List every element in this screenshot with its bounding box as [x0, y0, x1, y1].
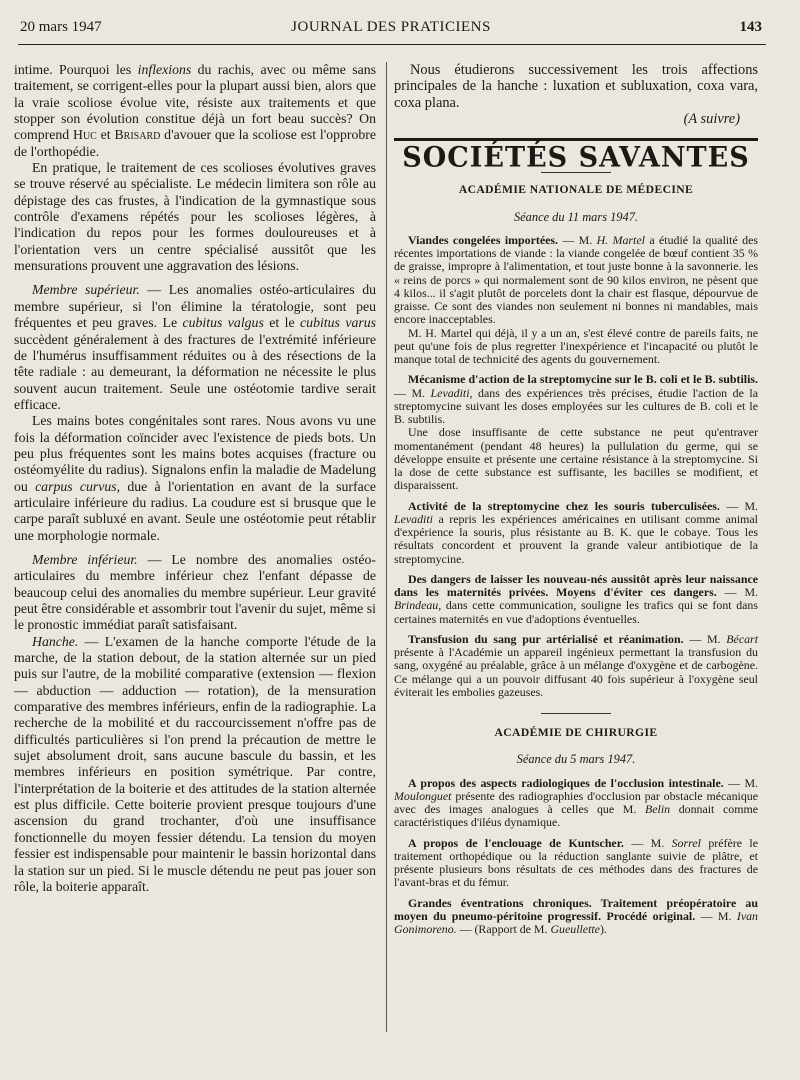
author-name: Ivan Gonimoreno. — [394, 908, 758, 937]
item-occlusion: A propos des aspects radiologiques de l'occlusion intestinale. — M. Moulonguet présente des radiographies d'occlusion par obstacle mécanique avec des images analogues à celles que M. Belin donnait comme caractéristiques d'iléus dynamique. — [394, 775, 758, 830]
academy-title: ACADÉMIE NATIONALE DE MÉDECINE — [458, 183, 694, 197]
right-column — [394, 62, 758, 936]
short-rule — [541, 713, 611, 714]
author-name: Bécart — [726, 631, 758, 646]
intro-block — [394, 62, 758, 111]
left-column — [14, 62, 376, 895]
section-heading: Membre inférieur. — [32, 551, 138, 567]
section-heading: Membre supérieur. — [32, 282, 140, 298]
header-date: 20 mars 1947 — [20, 19, 102, 35]
section-banner: SOCIÉTÉS SAVANTES — [402, 141, 750, 174]
author-name: H. Martel — [596, 232, 645, 247]
author-name: Gueullette — [550, 922, 600, 937]
a-suivre: (A suivre) — [683, 110, 740, 127]
paragraph-mains-botes: Les mains botes congénitales sont rares. Nous avons vu une fois la déformation coïncider avec l'existence de pieds bots. Un peu plus fréquentes sont les mains botes acquises (fracture ou ostéomyélite du radius). Signalons enfin la maladie de Madelung ou carpus curvus, due à l'orientation en avant de la surface articulaire inférieure du radius. La coudure est si brusque que le carpe paraît subluxé en avant. Seule une ostéotomie peut rétablir une morphologie normale. — [14, 413, 376, 543]
item-transfusion: Transfusion du sang pur artérialisé et réanimation. — M. Bécart présente à l'Académie un appareil ingénieux permettant la transfusion du sang, oxygéné au préalable, grâce à un mélange d'oxygène et de carbogène. Ce mélange qui a un pouvoir diffusant 40 fois supérieur à l'oxygène seul éviterait les embolies gazeuses. — [394, 631, 758, 699]
header-page-number: 143 — [739, 19, 762, 35]
italic-term: inflexions — [137, 62, 192, 77]
paragraph-hanche: Hanche. — L'examen de la hanche comporte l'étude de la marche, de la station debout, de la station alternée sur un pied puis sur l'autre, de la mobilité comparative (extension — flexion — abduction — adduction — rotation), de la mensuration comparative des membres inférieurs, enfin de la radiographie. La recherche de la mobilité et du raccourcissement n'offre pas de difficultés particulières si l'on prend la précaution de mettre le sujet absolument droit, sans aucune bascule du bassin, et les membres inférieurs en position symétrique. Par contre, l'interprétation de la boiterie et des attitudes de la station alternée est plus difficile. Cette boiterie provient presque toujours d'une ascension du grand trochanter, d'où une insuffisance fonctionnelle du moyen fessier détendu. La tension du moyen fessier est indispensable pour maintenir le bassin horizontal dans la station sur un pied. Si le muscle détendu ne peut pas jouer son rôle, la boiterie apparaît. — [14, 633, 376, 894]
item-dose-insuffisante: Une dose insuffisante de cette substance ne peut qu'entraver momentanément (pendant 48 heures) la pullulation du germe, qui se développe ensuite et présente une certaine résistance à la streptomycine. Si la dose de cette substance est suffisante, les bacilles se modifient, et disparaissent. — [394, 425, 758, 493]
item-eventrations: Grandes éventrations chroniques. Traitement préopératoire au moyen du pneumo-péritoine progressif. Procédé original. — M. Ivan Gonimoreno. — (Rapport de M. Gueullette). — [394, 895, 758, 937]
author-name: Brindeau, — [394, 598, 442, 613]
item-martel-followup: M. H. Martel qui déjà, il y a un an, s'est élevé contre de pareils faits, ne peut qu'une fois de plus regretter l'inexpérience et l'incapacité ou plutôt le manque total de technicité des agents du gouvernement. — [394, 325, 758, 367]
paragraph-membre-inferieur: Membre inférieur. — Le nombre des anomalies ostéo-articulaires du membre inférieur chez l'enfant dépasse de beaucoup celui des anomalies du membre supérieur. Leur gravité peut être considérable et assombrir tout l'avenir du sujet, même si le pronostic immédiat paraît satisfaisant. — [14, 551, 376, 633]
page-header — [20, 16, 762, 38]
column-rule — [386, 62, 387, 1032]
seance-date: Séance du 11 mars 1947. — [513, 209, 638, 224]
academy-title: ACADÉMIE DE CHIRURGIE — [494, 726, 658, 740]
seance-date: Séance du 5 mars 1947. — [516, 752, 636, 767]
header-rule — [18, 44, 766, 45]
author-name: Levaditi — [394, 511, 433, 526]
intro-paragraph: Nous étudierons successivement les trois affections principales de la hanche : luxation et subluxation, coxa vara, coxa plana. — [394, 62, 758, 111]
author-name: Belin — [644, 802, 671, 817]
item-streptomycine-souris: Activité de la streptomycine chez les souris tuberculisées. — M. Levaditi a repris les expériences américaines en utilisant comme animal d'expérience la souris, plus résistante au B. K. que le cobaye. Tous les résultats concordent et prouvent la grande valeur antibiotique de la streptomycine. — [394, 498, 759, 566]
author-name: Sorrel — [671, 835, 701, 850]
paragraph-traitement: En pratique, le traitement de ces scolioses évolutives graves se trouve réservé au spécialiste. Le médecin limitera son rôle au dépistage des cas frustes, à l'indication de la gymnastique sous contrôle d'examens répétés pour les scolioses légères, à l'indication du repos pour les formes douloureuses et à l'orientation vers un centre spécialisé aussitôt que les mensurations prouvent une aggravation des lésions. — [14, 160, 376, 274]
paragraph-rachis: intime. Pourquoi les inflexions du rachis, avec ou même sans traitement, se corrigent-elles pour la plupart aussi bien, alors que la vraie scoliose évolue vite, résiste aux traitements et que stopper son évolution constitue déjà un fort beau succès? On comprend Huc et Brisard d'avouer que la scoliose est l'opprobre de l'orthopédie. — [14, 62, 376, 159]
author-name: Brisard — [114, 127, 161, 143]
author-name: Moulonguet — [394, 788, 452, 803]
author-name: Levaditi, — [430, 385, 473, 400]
item-kuntscher: A propos de l'enclouage de Kuntscher. — M. Sorrel préfère le traitement orthopédique ou la réduction sanglante suivie de plâtre, et présente plusieurs bons résultats de ces méthodes dans des fractures de l'avant-bras et du fémur. — [394, 835, 759, 890]
author-name: Huc — [73, 127, 97, 143]
item-streptomycine-coli: Mécanisme d'action de la streptomycine sur le B. coli et le B. subtilis. — M. Levaditi, dans des expériences très précises, étudie l'action de la streptomycine suivant les doses employées sur les cultures de B. coli et le B. subtilis. — [394, 372, 758, 427]
section-heading: Hanche. — [32, 633, 79, 649]
item-viandes: Viandes congelées importées. — M. H. Martel a étudié la qualité des récentes importations de viande : la viande congelée de bœuf contient 35 % de graisse, impropre à l'alimentation, et tout juste bonne à la savonnerie. les « reins de porcs » qui normalement sont de 90 kilos environ, ne pèsent que 4 kilos... il s'agit plutôt de porcelets dont la chair est flasque, dépourvue de graisse. Ce sont des viandes non seulement ni bonnes ni mandables, mais encore inacceptables. — [394, 232, 758, 327]
paragraph-membre-superieur: Membre supérieur. — Les anomalies ostéo-articulaires du membre supérieur, si l'on élimine la tératologie, sont peu fréquentes et peu graves. Le cubitus valgus et le cubitus varus succèdent généralement à des fractures de l'extrémité inférieure de l'humérus insuffisamment réduites ou à des résections de la tête radiale : au demeurant, la déformation ne nécessite le plus souvent aucun traitement. Seule une ostéotomie tardive serait efficace. — [14, 282, 376, 412]
header-journal-title: JOURNAL DES PRATICIENS — [291, 19, 491, 35]
item-nouveau-nes: Des dangers de laisser les nouveau-nés aussitôt après leur naissance dans les maternités privées. Moyens d'éviter ces dangers. — M. Brindeau, dans cette communication, souligne les trafics qui se font dans certaines maternités en vue d'adoptions éventuelles. — [394, 571, 758, 626]
